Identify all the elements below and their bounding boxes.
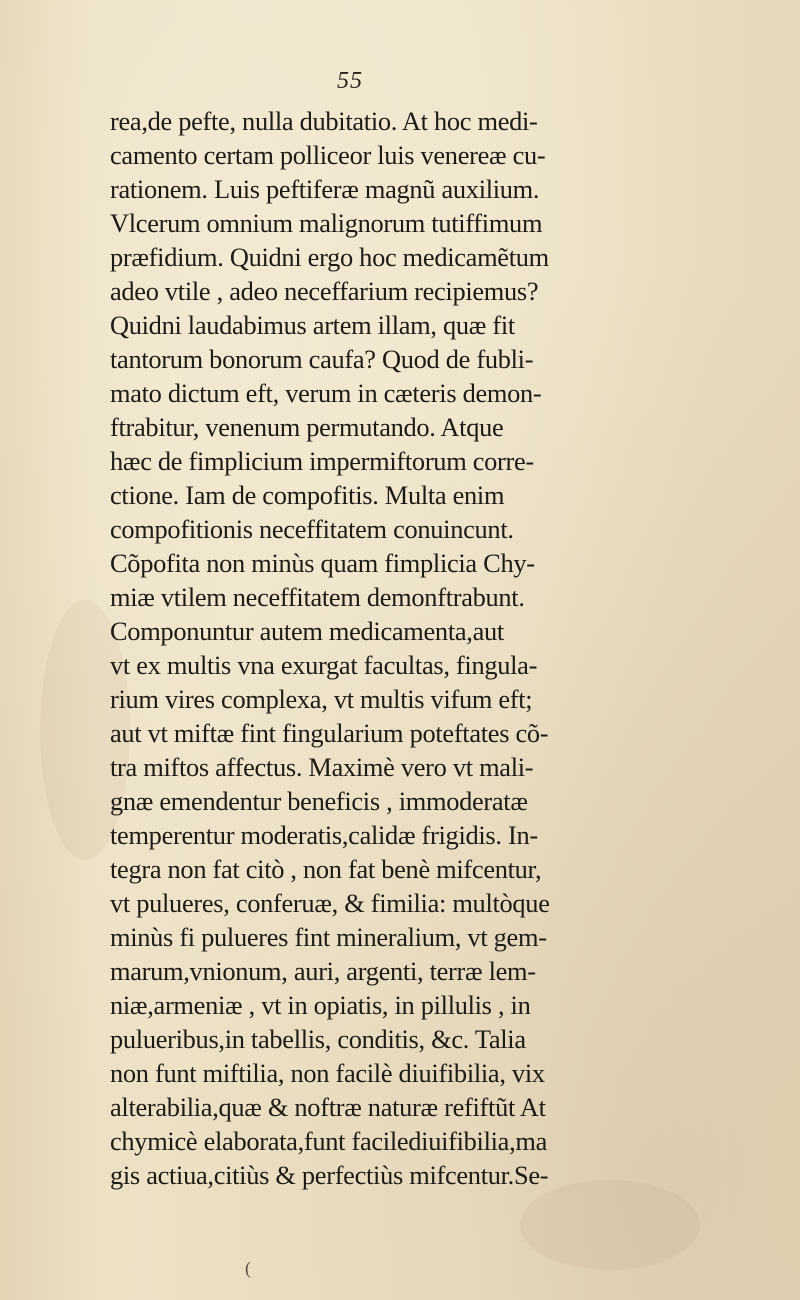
paper-stain [520, 1180, 700, 1270]
text-line: ctione. Iam de compofitis. Multa enim [110, 480, 505, 510]
text-line: præfidium. Quidni ergo hoc medicamẽtum [110, 242, 549, 272]
text-line: camento certam polliceor luis venereæ cu- [110, 140, 546, 170]
text-line: temperentur moderatis,calidæ frigidis. In- [110, 820, 538, 850]
text-line: aut vt miftæ fint fingularium poteftates cõ- [110, 718, 549, 748]
text-line: alterabilia,quæ & noftræ naturæ refiftũt At [110, 1092, 546, 1122]
text-line: tegra non fat citò , non fat benè mifcentur, [110, 854, 542, 884]
text-line: tantorum bonorum caufa? Quod de fubli- [110, 344, 534, 374]
text-line: Vlcerum omnium malignorum tutiffimum [110, 208, 543, 238]
text-line: gis actiua,citiùs & perfectiùs mifcentur.Se- [110, 1160, 549, 1190]
text-line: chymicè elaborata,funt faciledіuifibilia,ma [110, 1126, 548, 1156]
text-line: compofitionis neceffitatem conuincunt. [110, 514, 514, 544]
text-line: Quidni laudabimus artem illam, quæ fit [110, 310, 515, 340]
text-line: hæc de fimplicium impermiftorum corre- [110, 446, 534, 476]
text-line: gnæ emendentur beneficis , immoderatæ [110, 786, 528, 816]
catchword: ( [245, 1258, 251, 1278]
text-line: adeo vtile , adeo neceffarium recipiemus? [110, 276, 539, 306]
text-line: niæ,armeniæ , vt in opiatis, in pillulis , in [110, 990, 531, 1020]
text-line: vt pulueres, conferuæ, & fimilia: multòque [110, 888, 550, 918]
text-line: minùs fi pulueres fint mineralium, vt gem- [110, 922, 547, 952]
text-line: marum,vnionum, auri, argenti, terræ lem- [110, 956, 536, 986]
text-line: tra miftos affectus. Maximè vero vt mali- [110, 752, 534, 782]
text-line: non funt miftilia, non facilè diuifibilia, vix [110, 1058, 545, 1088]
text-line: rium vires complexa, vt multis vifum eft; [110, 684, 533, 714]
text-line: ftrabitur, venenum permutando. Atque [110, 412, 504, 442]
text-line: miæ vtilem neceffitatem demonftrabunt. [110, 582, 525, 612]
text-body [110, 104, 790, 1192]
text-line: mato dictum eft, verum in cæteris demon- [110, 378, 542, 408]
text-line: rationem. Luis peftiferæ magnũ auxilium. [110, 174, 540, 204]
text-line: Cõpofita non minùs quam fimplicia Chy- [110, 548, 535, 578]
page-number: 55 [337, 68, 363, 94]
text-line: vt ex multis vna exurgat facultas, fingula- [110, 650, 538, 680]
text-line: rea,de pefte, nulla dubitatio. At hoc medi- [110, 106, 538, 136]
text-line: pulueribus,in tabellis, conditis, &c. Talia [110, 1024, 526, 1054]
text-line: Componuntur autem medicamenta,aut [110, 616, 504, 646]
